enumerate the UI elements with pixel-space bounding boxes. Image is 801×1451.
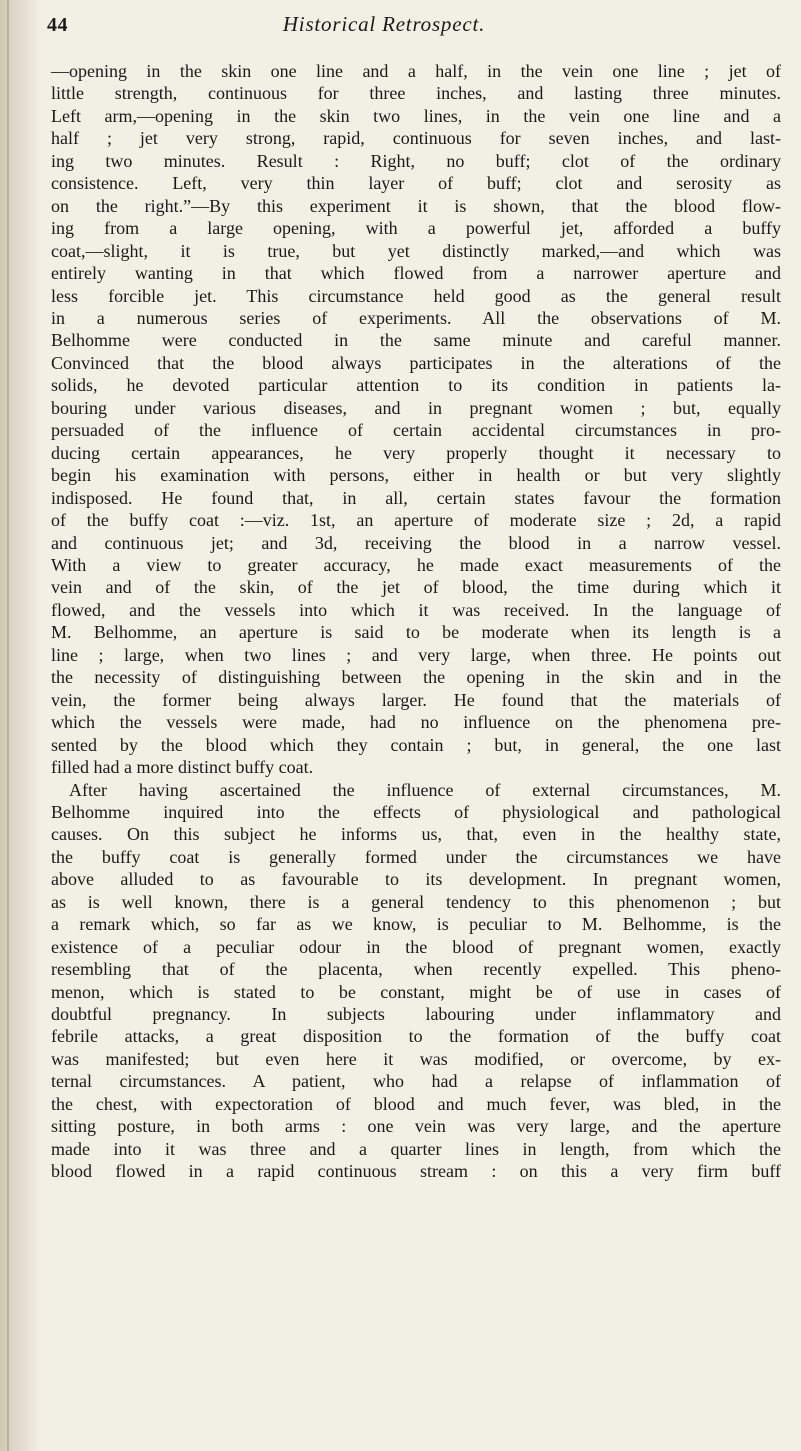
text-line: M. Belhomme, an aperture is said to be moderate when its length is a [51,622,781,643]
text-line: in a numerous series of experiments. All the observations of M. [51,307,781,328]
text-line: Belhomme were conducted in the same minute and careful manner. [51,330,781,351]
text-line: solids, he devoted particular attention to its condition in patients la- [51,375,781,396]
text-line: ing from a large opening, with a powerful jet, afforded a buffy [51,218,781,239]
text-line: coat,—slight, it is true, but yet distinctly marked,—and which was [51,240,781,261]
text-line: made into it was three and a quarter lines in length, from which the [51,1138,781,1159]
binding-line [7,0,9,1451]
text-line: With a view to greater accuracy, he made exact measurements of the [51,554,781,575]
text-line: sented by the blood which they contain ; but, in general, the one last [51,734,781,755]
text-line: sitting posture, in both arms : one vein was very large, and the aperture [51,1116,781,1137]
text-line: After having ascertained the influence of external circumstances, M. [69,779,781,800]
text-line: —opening in the skin one line and a half, in the vein one line ; jet of [51,61,781,81]
text-line: begin his examination with persons, either in health or but very slightly [51,465,781,486]
text-line: Belhomme inquired into the effects of physiological and pathological [51,801,781,822]
text-line: resembling that of the placenta, when recently expelled. This pheno- [51,959,781,980]
body-text [51,60,781,1183]
text-line: little strength, continuous for three inches, and lasting three minutes. [51,83,781,104]
text-line: doubtful pregnancy. In subjects labouring under inflammatory and [51,1004,781,1025]
text-line: vein and of the skin, of the jet of blood, the time during which it [51,577,781,598]
text-line: persuaded of the influence of certain accidental circumstances in pro- [51,420,781,441]
text-line: half ; jet very strong, rapid, continuous for seven inches, and last- [51,128,781,149]
text-line: flowed, and the vessels into which it was received. In the language of [51,599,781,620]
text-line: ternal circumstances. A patient, who had a relapse of inflammation of [51,1071,781,1092]
text-line: was manifested; but even here it was modified, or overcome, by ex- [51,1048,781,1069]
page-number: 44 [47,14,68,36]
text-line: filled had a more distinct buffy coat. [51,757,314,778]
text-line: febrile attacks, a great disposition to the formation of the buffy coat [51,1026,781,1047]
text-line: existence of a peculiar odour in the blood of pregnant women, exactly [51,936,781,957]
text-line: vein, the former being always larger. He found that the materials of [51,689,781,710]
text-line: line ; large, when two lines ; and very large, when three. He points out [51,644,781,665]
text-line: causes. On this subject he informs us, that, even in the healthy state, [51,824,781,845]
text-line: and continuous jet; and 3d, receiving the blood in a narrow vessel. [51,532,781,553]
text-line: ducing certain appearances, he very properly thought it necessary to [51,442,781,463]
text-line: blood flowed in a rapid continuous stream : on this a very firm buff [51,1161,781,1182]
text-line: the chest, with expectoration of blood and much fever, was bled, in the [51,1093,781,1114]
text-line: consistence. Left, very thin layer of buff; clot and serosity as [51,173,781,194]
text-line: on the right.”—By this experiment it is shown, that the blood flow- [51,195,781,216]
text-line: Left arm,—opening in the skin two lines, in the vein one line and a [51,105,781,126]
text-line: bouring under various diseases, and in pregnant women ; but, equally [51,397,781,418]
text-line: the necessity of distinguishing between the opening in the skin and in the [51,667,781,688]
text-line: a remark which, so far as we know, is peculiar to M. Belhomme, is the [51,914,781,935]
text-line: above alluded to as favourable to its development. In pregnant women, [51,869,781,890]
text-line: entirely wanting in that which flowed from a narrower aperture and [51,263,781,284]
text-line: indisposed. He found that, in all, certain states favour the formation [51,487,781,508]
running-head: Historical Retrospect. [282,12,486,36]
text-line: Convinced that the blood always participates in the alterations of the [51,352,781,373]
text-line: less forcible jet. This circumstance held good as the general result [51,285,781,306]
text-line: which the vessels were made, had no influence on the phenomena pre- [51,712,781,733]
text-line: as is well known, there is a general tendency to this phenomenon ; but [51,891,781,912]
page-binding-edge [0,0,40,1451]
text-line: menon, which is stated to be constant, might be of use in cases of [51,981,781,1002]
text-line: ing two minutes. Result : Right, no buff; clot of the ordinary [51,150,781,171]
text-line: of the buffy coat :—viz. 1st, an aperture of moderate size ; 2d, a rapid [51,510,781,531]
text-line: the buffy coat is generally formed under the circumstances we have [51,846,781,867]
